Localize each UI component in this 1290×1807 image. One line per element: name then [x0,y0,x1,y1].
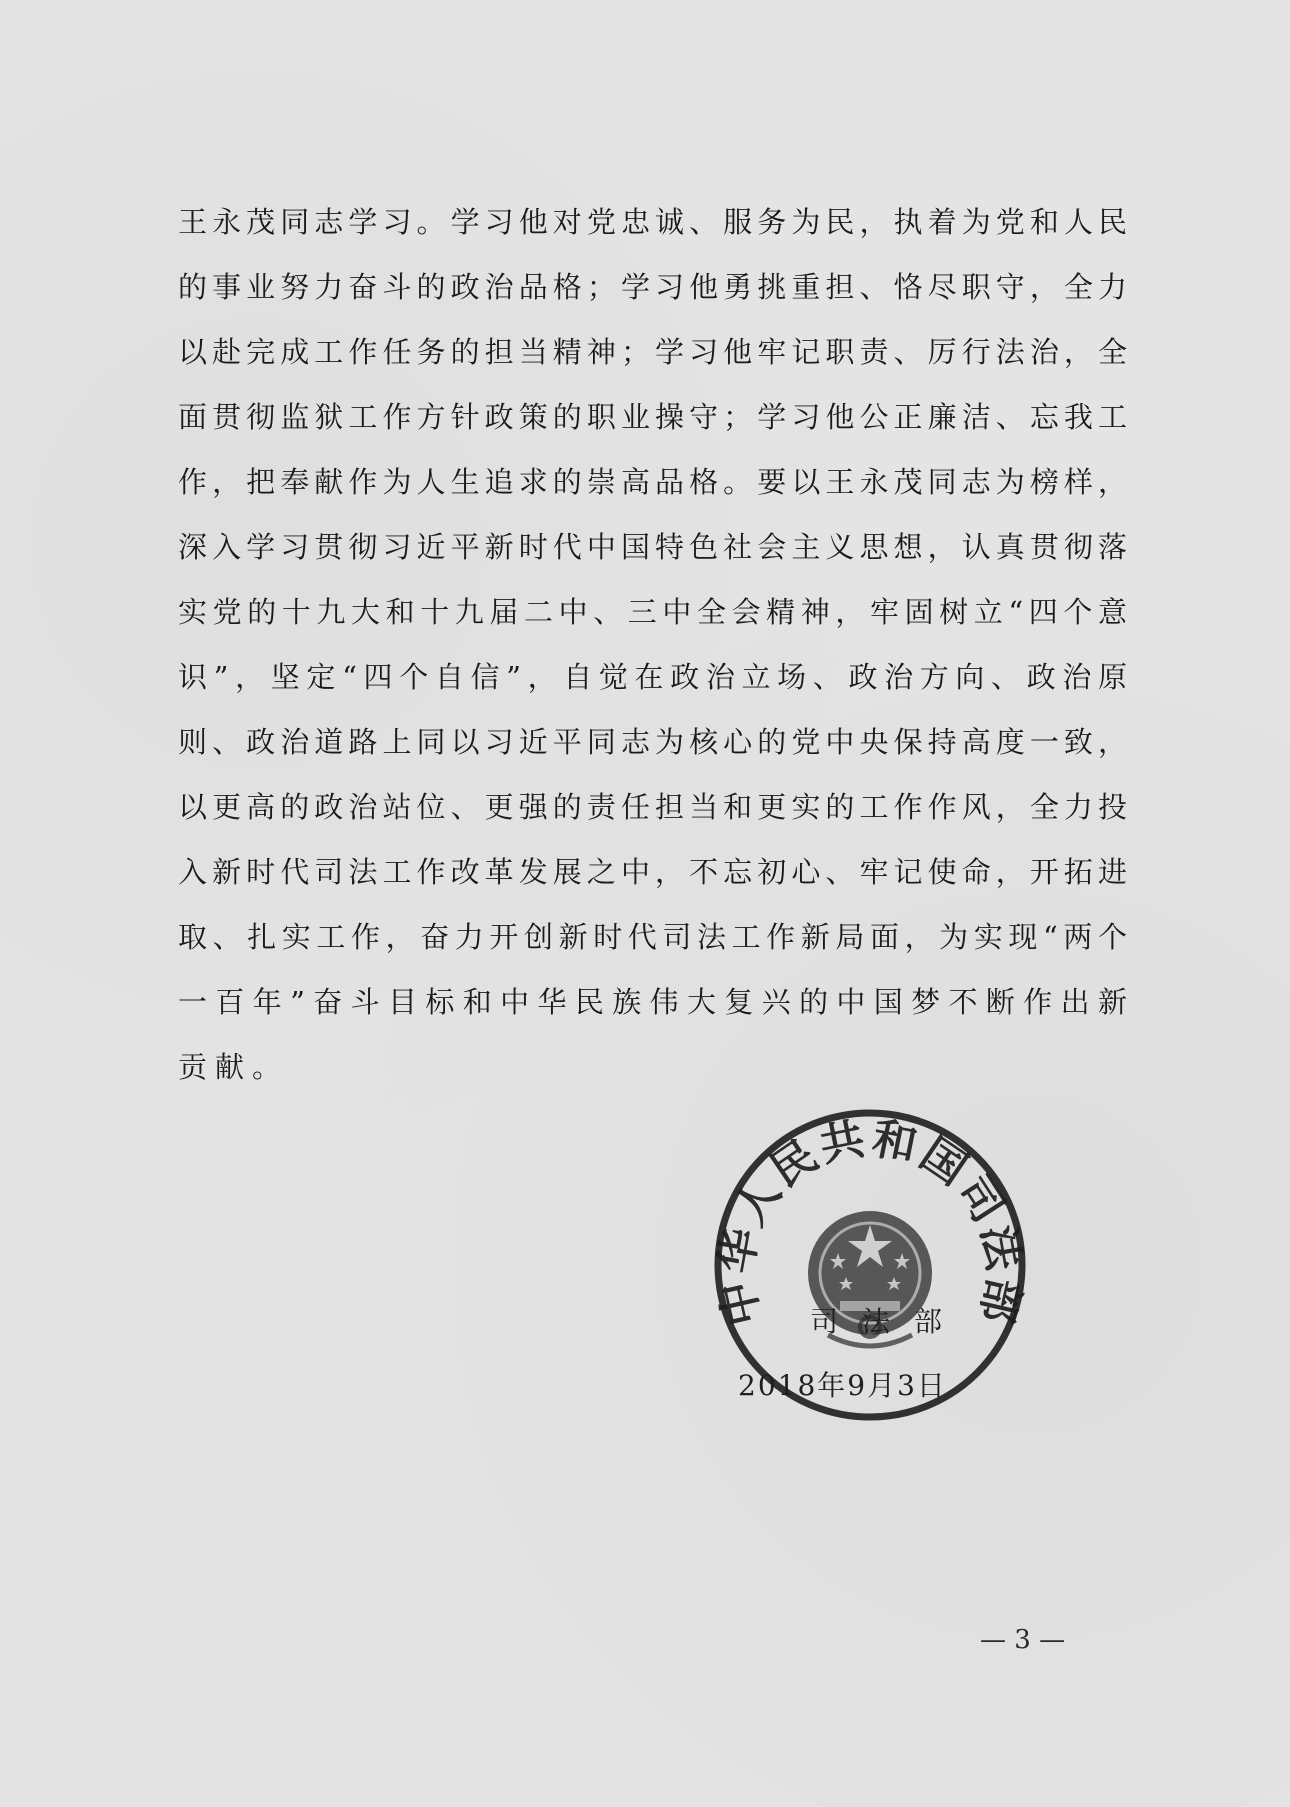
seal-text: 中华人民共和国司法部 [710,1112,1030,1331]
paragraph-line: 的事业努力奋斗的政治品格；学习他勇挑重担、恪尽职守，全力 [178,270,1128,304]
paragraph-line: 取、扎实工作，奋力开创新时代司法工作新局面，为实现“两个 [178,920,1128,954]
paragraph-line: 识”，坚定“四个自信”，自觉在政治立场、政治方向、政治原 [178,660,1128,694]
paragraph-line: 面贯彻监狱工作方针政策的职业操守；学习他公正廉洁、忘我工 [178,400,1128,434]
paragraph-line: 作，把奉献作为人生追求的崇高品格。要以王永茂同志为榜样， [178,465,1128,499]
paragraph-line: 王永茂同志学习。学习他对党忠诚、服务为民，执着为党和人民 [178,205,1128,239]
paragraph-line: 深入学习贯彻习近平新时代中国特色社会主义思想，认真贯彻落 [178,530,1128,564]
paragraph-line: 一百年”奋斗目标和中华民族伟大复兴的中国梦不断作出新 [178,985,1128,1019]
body-paragraph [178,190,1128,1100]
paragraph-line: 实党的十九大和十九届二中、三中全会精神，牢固树立“四个意 [178,595,1128,629]
paragraph-line: 以更高的政治站位、更强的责任担当和更实的工作作风，全力投 [178,790,1128,824]
signature-issuer: 司法部 [810,1305,967,1338]
paragraph-line: 贡献。 [178,1050,290,1084]
paragraph-line: 则、政治道路上同以习近平同志为核心的党中央保持高度一致， [178,725,1128,759]
paragraph-line: 入新时代司法工作改革发展之中，不忘初心、牢记使命，开拓进 [178,855,1128,889]
issue-date: 2018年9月3日 [738,1369,947,1402]
paragraph-line: 以赴完成工作任务的担当精神；学习他牢记职责、厉行法治，全 [178,335,1128,369]
page-number: — 3 — [980,1625,1066,1655]
